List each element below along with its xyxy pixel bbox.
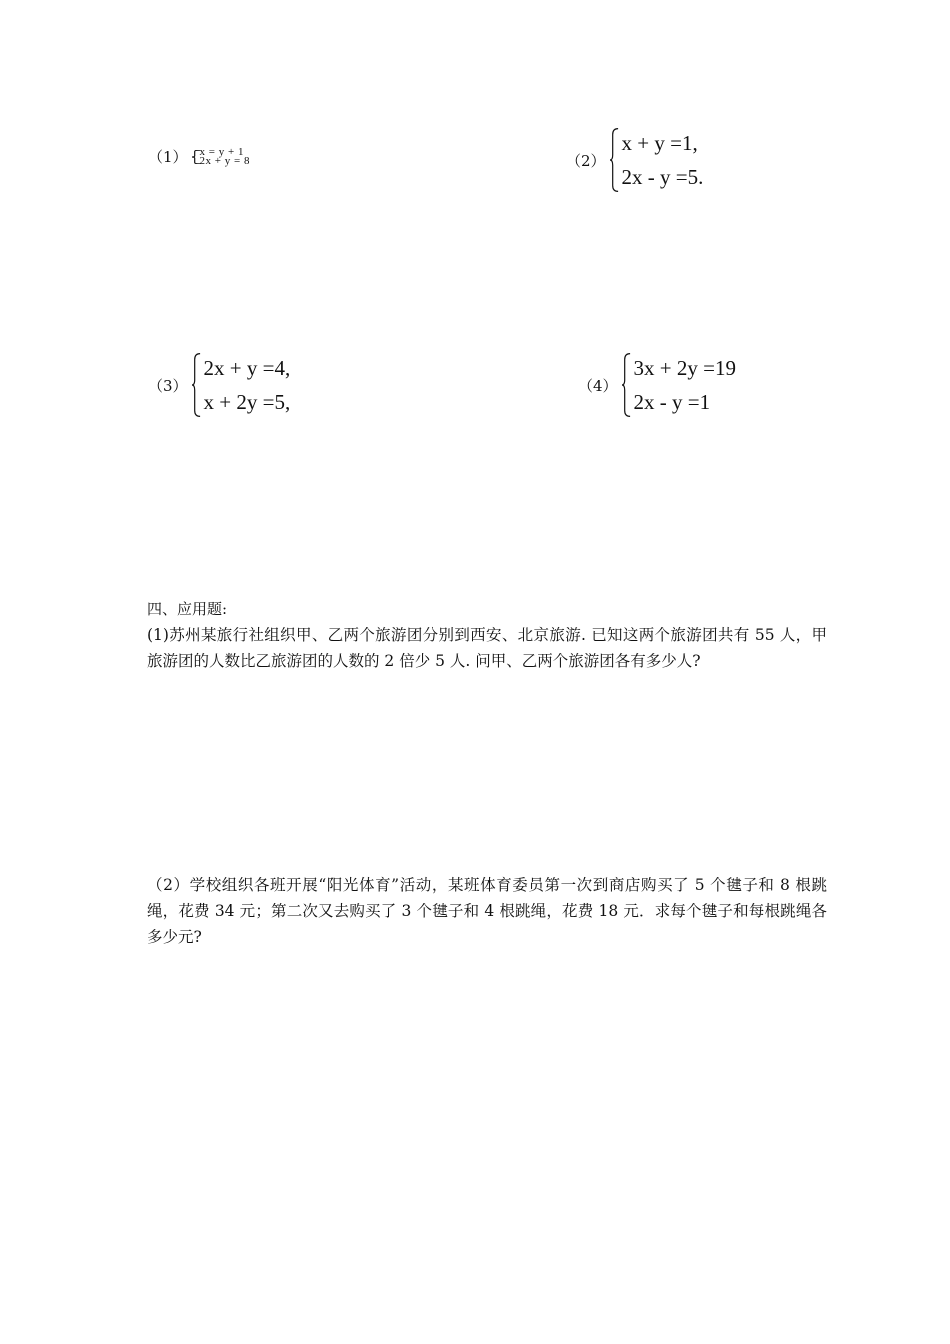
system-4-label: （4） <box>578 376 618 395</box>
equation-system <box>610 126 704 194</box>
equation-system <box>192 351 291 419</box>
equation-2: 2x - y =1 <box>633 390 711 414</box>
system-1-label: （1） <box>148 148 188 166</box>
equation-2: 2x + y = 8 <box>199 154 250 167</box>
equation-1: x + y =1, <box>621 131 698 155</box>
left-brace-icon <box>192 353 201 417</box>
section-title: 四、应用题: <box>147 600 228 618</box>
left-brace-icon <box>622 353 631 417</box>
left-brace-icon <box>610 128 619 192</box>
equation-1: 3x + 2y =19 <box>633 356 736 380</box>
system-3 <box>148 351 290 419</box>
question-2: （2）学校组织各班开展“阳光体育”活动，某班体育委员第一次到商店购买了 5 个毽子和 8 根跳绳，花费 34 元；第二次又去购买了 3 个毽子和 4 根跳绳，花费 18 元．求每个毽子和每根跳绳各多少元? <box>147 876 827 946</box>
equation-2: x + 2y =5, <box>203 390 291 414</box>
equation-1: x = y + 1 <box>199 145 244 158</box>
equation-1: 2x + y =4, <box>203 356 291 380</box>
equation-system <box>192 145 250 167</box>
system-3-label: （3） <box>148 376 188 395</box>
question-1: (1)苏州某旅行社组织甲、乙两个旅游团分别到西安、北京旅游. 已知这两个旅游团共有 55 人，甲旅游团的人数比乙旅游团的人数的 2 倍少 5 人. 问甲、乙两个旅游团各有多少人? <box>147 626 827 670</box>
system-4 <box>578 351 736 419</box>
system-2-label: （2） <box>566 151 606 170</box>
left-brace-icon <box>192 150 198 164</box>
system-1 <box>148 146 250 167</box>
equation-2: 2x - y =5. <box>621 165 704 189</box>
equation-system <box>622 351 736 419</box>
system-2 <box>566 126 703 194</box>
